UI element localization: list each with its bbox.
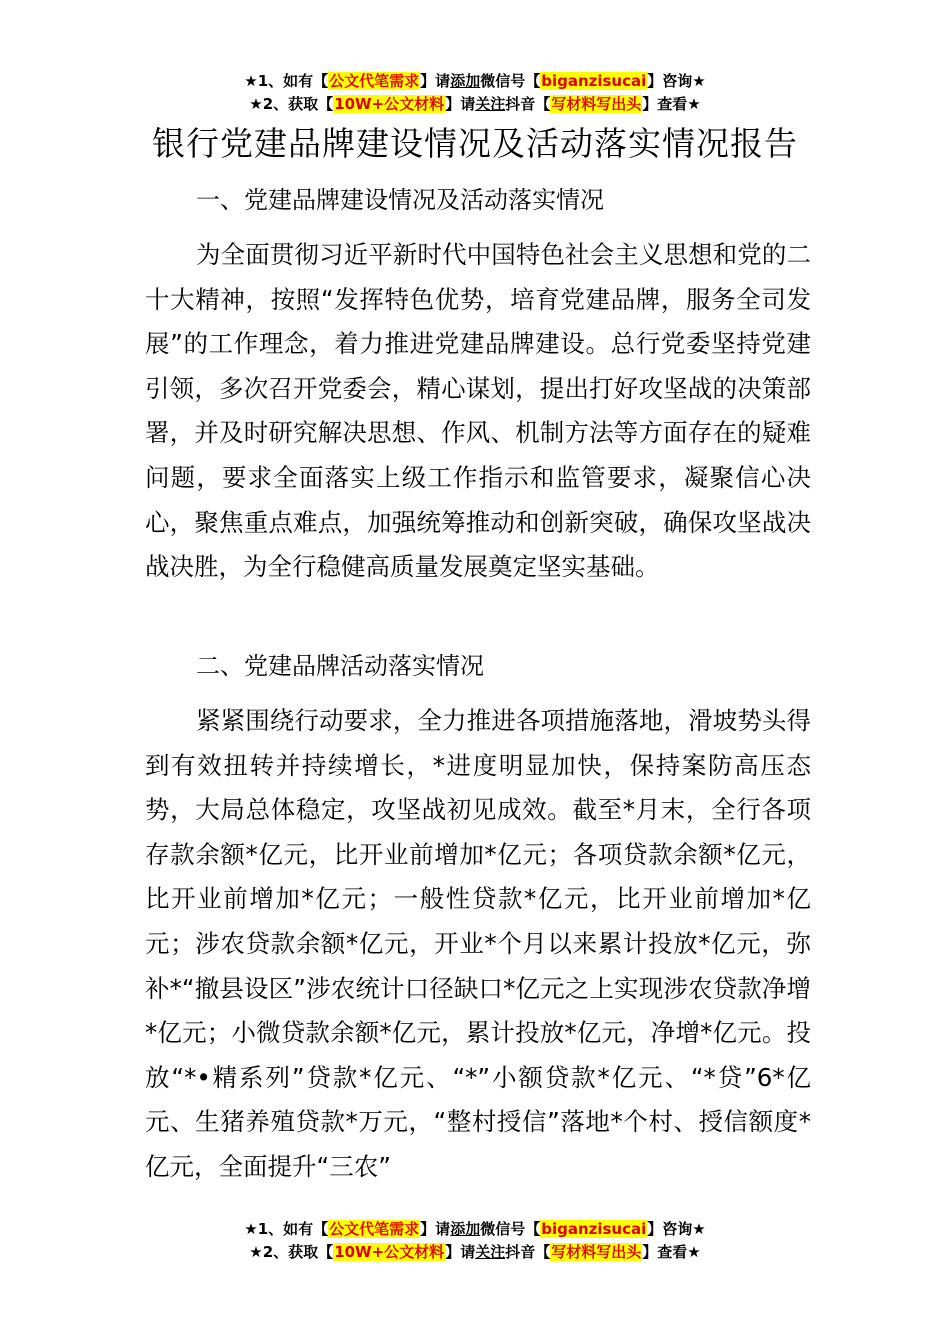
promo-douyin-id: 写材料写出头	[551, 1243, 642, 1261]
promo-line-1	[0, 70, 950, 93]
section-heading-2: 二、党建品牌活动落实情况	[196, 652, 484, 680]
promo-text: 】咨询★	[647, 72, 706, 90]
promo-douyin-id: 写材料写出头	[551, 95, 642, 113]
promo-wechat-id: biganzisucai	[541, 1220, 647, 1238]
promo-text: 】请	[420, 72, 451, 90]
promo-text: 】请	[445, 95, 476, 113]
promo-text: 微信号【	[480, 72, 541, 90]
promo-text: ★1、如有【	[244, 72, 329, 90]
promo-text: ★2、获取【	[249, 1243, 334, 1261]
promo-text: 】查看★	[642, 1243, 701, 1261]
paragraph-2: 紧紧围绕行动要求，全力推进各项措施落地，滑坡势头得到有效扭转并持续增长，*进度明显加快，保持案防高压态势，大局总体稳定，攻坚战初见成效。截至*月末，全行各项存款余额*亿元，比开业前增加*亿元；各项贷款余额*亿元，比开业前增加*亿元；一般性贷款*亿元，比开业前增加*亿元；涉农贷款余额*亿元，开业*个月以来累计投放*亿元，弥补*“撤县设区”涉农统计口径缺口*亿元之上实现涉农贷款净增*亿元；小微贷款余额*亿元，累计投放*亿元，净增*亿元。投放“*•精系列”贷款*亿元、“*”小额贷款*亿元、“*贷”6*亿元、生猪养殖贷款*万元，“整村授信”落地*个村、授信额度*亿元，全面提升“三农”	[145, 706, 811, 1181]
promo-underline: 关注	[475, 95, 506, 113]
promo-text: 抖音【	[505, 95, 551, 113]
promo-underline: 关注	[475, 1243, 506, 1261]
document-title: 银行党建品牌建设情况及活动落实情况报告	[152, 124, 798, 163]
promo-header	[0, 70, 950, 116]
promo-footer	[0, 1218, 950, 1264]
promo-highlight: 10W+公文材料	[334, 95, 445, 113]
promo-text: 抖音【	[505, 1243, 551, 1261]
promo-highlight: 公文代笔需求	[329, 1220, 420, 1238]
promo-text: 】咨询★	[647, 1220, 706, 1238]
promo-highlight: 公文代笔需求	[329, 72, 420, 90]
paragraph-1: 为全面贯彻习近平新时代中国特色社会主义思想和党的二十大精神，按照“发挥特色优势，培育党建品牌，服务全司发展”的工作理念，着力推进党建品牌建设。总行党委坚持党建引领，多次召开党委会，精心谋划，提出打好攻坚战的决策部署，并及时研究解决思想、作风、机制方法等方面存在的疑难问题，要求全面落实上级工作指示和监管要求，凝聚信心决心，聚焦重点难点，加强统筹推动和创新突破，确保攻坚战决战决胜，为全行稳健高质量发展奠定坚实基础。	[145, 240, 811, 582]
promo-line-2	[0, 93, 950, 116]
promo-underline: 添加	[450, 1220, 481, 1238]
section-heading-1: 一、党建品牌建设情况及活动落实情况	[196, 186, 604, 214]
promo-highlight: 10W+公文材料	[334, 1243, 445, 1261]
promo-text: ★1、如有【	[244, 1220, 329, 1238]
promo-line-2	[0, 1241, 950, 1264]
promo-line-1	[0, 1218, 950, 1241]
promo-underline: 添加	[450, 72, 481, 90]
promo-wechat-id: biganzisucai	[541, 72, 647, 90]
promo-text: 】请	[445, 1243, 476, 1261]
promo-text: 】请	[420, 1220, 451, 1238]
promo-text: 微信号【	[480, 1220, 541, 1238]
promo-text: 】查看★	[642, 95, 701, 113]
promo-text: ★2、获取【	[249, 95, 334, 113]
